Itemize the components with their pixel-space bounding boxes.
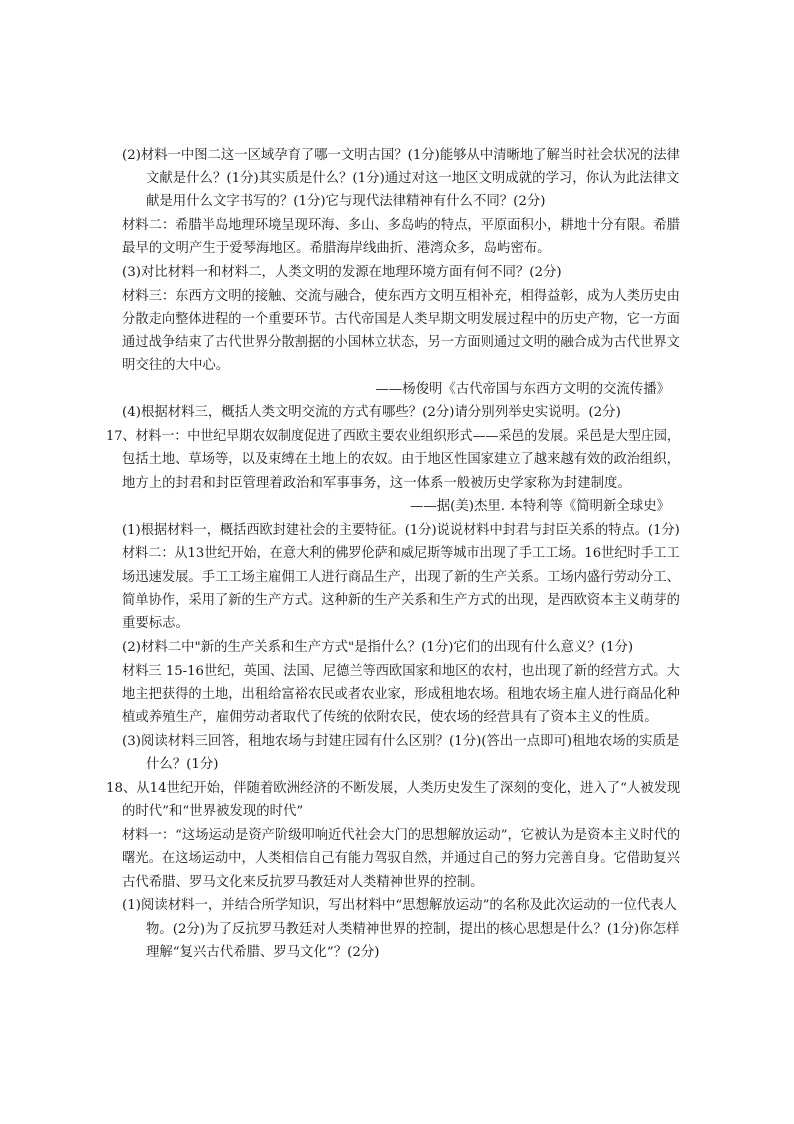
material-2-line-1: 材料二：希腊半岛地理环境呈现环海、多山、多岛屿的特点，平原面积小，耕地十分有限。希腊 (122, 218, 680, 233)
material-3-source: ——杨俊明《古代帝国与东西方文明的交流传播》 (375, 382, 670, 397)
q17-material-2-line-4: 重要标志。 (122, 616, 189, 631)
q17-material-1-line-2: 包括土地、草场等，以及束缚在土地上的农奴。由于地区性国家建立了越来越有效的政治组织， (122, 452, 680, 467)
material-3-line-4: 明交往的大中心。 (122, 358, 230, 373)
q17-1-line: (1)根据材料一，概括西欧封建社会的主要特征。(1分)说说材料中封君与封臣关系的特点。(1分) (122, 523, 680, 538)
material-3-line-2: 分散走向整体进程的一个重要环节。古代帝国是人类早期文明发展过程中的历史产物，它一方面 (122, 312, 680, 327)
q18-material-1-line-2: 曙光。在这场运动中，人类相信自己有能力驾驭自然，并通过自己的努力完善自身。它借助复兴 (122, 851, 680, 866)
q18-material-1-line-3: 古代希腊、罗马文化来反抗罗马教廷对人类精神世界的控制。 (122, 875, 484, 890)
q17-material-1-line-3: 地方上的封君和封臣管理着政治和军事事务，这一体系一般被历史学家称为封建制度。 (122, 476, 631, 491)
q18-1-line-3: 理解“复兴古代希腊、罗马文化”？(2分) (146, 945, 380, 960)
material-3-line-3: 通过战争结束了古代世界分散割据的小国林立状态，另一方面则通过文明的融合成为古代世界文 (122, 335, 680, 350)
q17-material-1-line-1: 17、材料一：中世纪早期农奴制度促进了西欧主要农业组织形式——采邑的发展。采邑是大型庄园， (106, 429, 680, 444)
material-2-line-2: 最早的文明产生于爱琴海地区。希腊海岸线曲折、港湾众多，岛屿密布。 (122, 241, 551, 256)
q18-intro-line-1: 18、从14世纪开始，伴随着欧洲经济的不断发展，人类历史发生了深刻的变化，进入了“人被发现 (106, 781, 681, 796)
q17-material-1-source: ——据(美)杰里. 本特利等《简明新全球史》 (410, 499, 670, 514)
q16-2-line-2: 文献是什么？(1分)其实质是什么？(1分)通过对这一地区文明成就的学习，你认为此法律文 (146, 171, 680, 186)
q17-3-line-1: (3)阅读材料三回答，租地农场与封建庄园有什么区别？(1分)(答出一点即可)租地农场的实质是 (122, 734, 680, 749)
q16-3-line: (3)对比材料一和材料二，人类文明的发源在地理环境方面有何不同？(2分) (122, 265, 562, 280)
q18-1-line-2: 物。(2分)为了反抗罗马教廷对人类精神世界的控制，提出的核心思想是什么？(1分)你怎样 (146, 922, 680, 937)
q18-1-line-1: (1)阅读材料一，并结合所学知识，写出材料中“思想解放运动”的名称及此次运动的一位代表人 (122, 898, 677, 913)
material-3-line-1: 材料三：东西方文明的接触、交流与融合，使东西方文明互相补充，相得益彰，成为人类历史由 (122, 289, 680, 304)
q17-material-3-line-2: 地主把获得的土地，出租给富裕农民或者农业家，形成租地农场。租地农场主雇人进行商品化种 (122, 687, 680, 702)
q17-material-2-line-1: 材料二：从13世纪开始，在意大利的佛罗伦萨和威尼斯等城市出现了手工工场。16世纪时手工工 (122, 546, 680, 561)
q17-2-line: (2)材料二中"新的生产关系和生产方式"是指什么？(1分)它们的出现有什么意义？(1分) (122, 640, 634, 655)
q16-2-line-3: 献是用什么文字书写的？(1分)它与现代法律精神有什么不同？(2分) (146, 194, 546, 209)
q17-material-3-line-3: 植或养殖生产，雇佣劳动者取代了传统的依附农民，使农场的经营具有了资本主义的性质。 (122, 710, 658, 725)
q17-material-3-line-1: 材料三 15-16世纪，英国、法国、尼德兰等西欧国家和地区的农村，也出现了新的经营方式。大 (122, 664, 680, 679)
q17-material-2-line-2: 场迅速发展。手工工场主雇佣工人进行商品生产，出现了新的生产关系。工场内盛行劳动分工、 (122, 570, 680, 585)
q17-material-2-line-3: 简单协作，采用了新的生产方式。这种新的生产关系和生产方式的出现，是西欧资本主义萌芽的 (122, 593, 680, 608)
q16-4-line: (4)根据材料三，概括人类文明交流的方式有哪些？(2分)请分别列举史实说明。(2分) (122, 405, 621, 420)
q18-material-1-line-1: 材料一：“这场运动是资产阶级叩响近代社会大门的思想解放运动”，它被认为是资本主义时代的 (122, 828, 681, 843)
q16-2-line-1: (2)材料一中图二这一区域孕育了哪一文明古国？(1分)能够从中清晰地了解当时社会状况的法律 (122, 148, 680, 163)
q18-intro-line-2: 的时代”和“世界被发现的时代” (122, 804, 304, 819)
q17-3-line-2: 什么？(1分) (146, 757, 219, 772)
